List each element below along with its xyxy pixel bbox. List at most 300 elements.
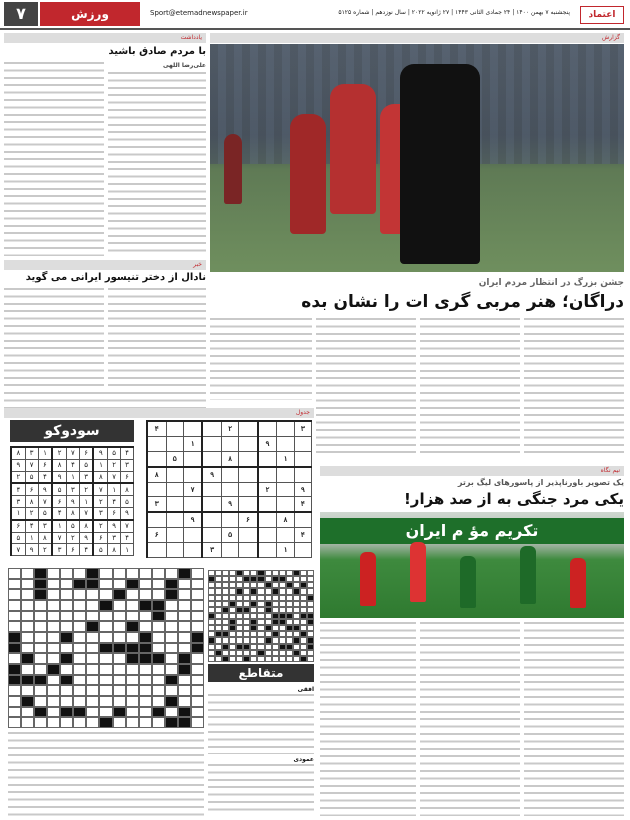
sudoku-cell bbox=[202, 497, 221, 513]
sudoku-cell bbox=[166, 421, 183, 437]
crossword-cell bbox=[165, 632, 178, 643]
sudoku-cell: ۶ bbox=[93, 532, 107, 544]
sudoku-cell: ۴ bbox=[11, 483, 25, 495]
sudoku-cell: ۳ bbox=[294, 421, 311, 437]
sudoku-cell: ۷ bbox=[38, 496, 52, 508]
crossword-cell bbox=[113, 675, 126, 686]
crossword-cell bbox=[165, 675, 178, 686]
top-story-column-3 bbox=[316, 318, 416, 458]
crossword-cell bbox=[47, 589, 60, 600]
crossword-cell bbox=[34, 707, 47, 718]
crossword-cell bbox=[165, 717, 178, 728]
crossword-cell bbox=[8, 579, 21, 590]
sudoku-cell bbox=[277, 528, 294, 543]
crossword-cell bbox=[8, 717, 21, 728]
crossword-cell bbox=[178, 685, 191, 696]
sudoku-cell: ۴ bbox=[147, 421, 166, 437]
sudoku-cell bbox=[221, 512, 238, 528]
sudoku-cell: ۶ bbox=[121, 471, 134, 483]
sudoku-cell: ۳ bbox=[25, 447, 38, 459]
top-story-column-1 bbox=[524, 318, 624, 458]
sudoku-cell bbox=[147, 512, 166, 528]
crossword-cell bbox=[34, 675, 47, 686]
sudoku-cell bbox=[183, 451, 202, 467]
player-figure bbox=[520, 546, 536, 604]
crossword-cell bbox=[178, 611, 191, 622]
news-column-left bbox=[4, 288, 104, 388]
crossword-cell bbox=[73, 675, 86, 686]
sudoku-cell: ۱ bbox=[25, 532, 38, 544]
crossword-cell bbox=[152, 579, 165, 590]
top-story-kicker: گزارش bbox=[210, 33, 624, 43]
sudoku-cell: ۷ bbox=[121, 520, 134, 532]
top-story-subhead: جشن بزرگ در انتظار مردم ایران bbox=[478, 278, 624, 288]
crossword-cell bbox=[113, 621, 126, 632]
sudoku-cell bbox=[221, 467, 238, 483]
crossword-cell bbox=[215, 656, 222, 662]
crossword-cell bbox=[47, 621, 60, 632]
sudoku-cell bbox=[202, 451, 221, 467]
crossword-cell bbox=[139, 696, 152, 707]
puzzles-kicker: جدول bbox=[4, 408, 314, 418]
sudoku-cell bbox=[147, 437, 166, 452]
crossword-cell bbox=[86, 600, 99, 611]
crossword-cell bbox=[73, 579, 86, 590]
crossword-cell bbox=[21, 579, 34, 590]
crossword-cell bbox=[152, 664, 165, 675]
crossword-cell bbox=[8, 685, 21, 696]
crossword-cell bbox=[208, 656, 215, 662]
crossword-cell bbox=[152, 717, 165, 728]
crossword-cell bbox=[47, 685, 60, 696]
crossword-cell bbox=[86, 664, 99, 675]
crossword-solution-grid bbox=[208, 570, 314, 662]
top-story-column-2 bbox=[420, 318, 520, 458]
crossword-cell bbox=[99, 632, 112, 643]
crossword-cell bbox=[34, 643, 47, 654]
sudoku-title: سودوکو bbox=[10, 420, 134, 442]
player-figure bbox=[570, 558, 586, 608]
crossword-cell bbox=[126, 664, 139, 675]
crossword-cell bbox=[8, 632, 21, 643]
crossword-cell bbox=[47, 717, 60, 728]
player-figure bbox=[410, 542, 426, 602]
sudoku-cell: ۷ bbox=[11, 544, 25, 556]
crossword-cell bbox=[99, 589, 112, 600]
crossword-cell bbox=[73, 696, 86, 707]
stadium-banner: تکریم مؤ م ایران bbox=[320, 518, 624, 544]
sudoku-cell: ۴ bbox=[38, 471, 52, 483]
crossword-cell bbox=[126, 589, 139, 600]
crossword-cell bbox=[34, 632, 47, 643]
sudoku-cell: ۹ bbox=[258, 437, 277, 452]
sudoku-cell: ۳ bbox=[38, 520, 52, 532]
crossword-cell bbox=[165, 579, 178, 590]
crossword-cell bbox=[73, 707, 86, 718]
sudoku-cell bbox=[221, 543, 238, 558]
note-author: علی‌رضا اللهی bbox=[162, 62, 206, 69]
sudoku-cell: ۵ bbox=[25, 471, 38, 483]
sudoku-cell: ۶ bbox=[11, 520, 25, 532]
crossword-cell bbox=[86, 675, 99, 686]
sudoku-cell: ۱ bbox=[108, 483, 121, 495]
crossword-cell bbox=[47, 696, 60, 707]
player-figure bbox=[290, 114, 326, 234]
crossword-cell bbox=[191, 643, 204, 654]
crossword-cell bbox=[60, 675, 73, 686]
crossword-cell bbox=[21, 653, 34, 664]
crossword-cell bbox=[113, 632, 126, 643]
bottom-story-column-3 bbox=[320, 622, 416, 816]
news-title: نادال از دختر تنیسور ایرانی می گوید bbox=[25, 272, 206, 283]
sudoku-cell: ۲ bbox=[93, 496, 107, 508]
sudoku-cell: ۸ bbox=[66, 507, 79, 519]
crossword-cell bbox=[8, 675, 21, 686]
crossword-cell bbox=[139, 707, 152, 718]
crossword-cell bbox=[272, 656, 279, 662]
crossword-cell bbox=[191, 675, 204, 686]
crossword-cell bbox=[165, 696, 178, 707]
page-number: ۷ bbox=[4, 2, 38, 26]
sudoku-cell bbox=[258, 497, 277, 513]
sudoku-cell bbox=[239, 497, 258, 513]
crossword-cell bbox=[47, 707, 60, 718]
sudoku-cell bbox=[166, 467, 183, 483]
sudoku-cell: ۱ bbox=[66, 471, 79, 483]
crossword-cell bbox=[99, 717, 112, 728]
crossword-cell bbox=[126, 696, 139, 707]
crossword-cell bbox=[126, 621, 139, 632]
crossword-cell bbox=[126, 643, 139, 654]
sudoku-cell: ۳ bbox=[147, 497, 166, 513]
sudoku-cell: ۵ bbox=[221, 528, 238, 543]
sudoku-cell: ۷ bbox=[52, 532, 66, 544]
crossword-cell bbox=[47, 579, 60, 590]
crossword-cell bbox=[250, 656, 257, 662]
sudoku-cell: ۲ bbox=[11, 471, 25, 483]
crossword-cell bbox=[229, 656, 236, 662]
crossword-cell bbox=[300, 656, 307, 662]
crossword-cell bbox=[152, 643, 165, 654]
crossword-cell bbox=[34, 653, 47, 664]
crossword-cell bbox=[99, 611, 112, 622]
crossword-cell bbox=[152, 653, 165, 664]
player-figure bbox=[330, 84, 376, 214]
crossword-cell bbox=[191, 611, 204, 622]
sudoku-cell bbox=[166, 543, 183, 558]
crossword-cell bbox=[8, 696, 21, 707]
sudoku-cell: ۹ bbox=[66, 496, 79, 508]
sudoku-cell: ۷ bbox=[66, 447, 79, 459]
sudoku-cell bbox=[239, 543, 258, 558]
crossword-cell bbox=[60, 589, 73, 600]
crossword-cell bbox=[126, 707, 139, 718]
crossword-cell bbox=[47, 568, 60, 579]
sudoku-cell bbox=[183, 528, 202, 543]
sudoku-cell bbox=[294, 451, 311, 467]
crossword-cell bbox=[21, 664, 34, 675]
crossword-cell bbox=[178, 707, 191, 718]
crossword-cell bbox=[126, 632, 139, 643]
sudoku-cell: ۳ bbox=[66, 483, 79, 495]
crossword-cell bbox=[139, 643, 152, 654]
crossword-cell bbox=[113, 664, 126, 675]
sudoku-cell: ۲ bbox=[25, 507, 38, 519]
sudoku-cell bbox=[221, 482, 238, 497]
crossword-cell bbox=[99, 579, 112, 590]
sudoku-cell bbox=[239, 421, 258, 437]
sudoku-cell: ۳ bbox=[108, 532, 121, 544]
sudoku-cell: ۹ bbox=[93, 447, 107, 459]
crossword-cell bbox=[21, 589, 34, 600]
sudoku-cell bbox=[258, 451, 277, 467]
crossword-cell bbox=[113, 568, 126, 579]
crossword-cell bbox=[279, 656, 286, 662]
crossword-cell bbox=[222, 656, 229, 662]
note-column-left bbox=[4, 62, 104, 256]
player-figure bbox=[460, 556, 476, 608]
crossword-cell bbox=[265, 656, 272, 662]
sudoku-cell: ۹ bbox=[221, 497, 238, 513]
crossword-cell bbox=[47, 632, 60, 643]
crossword-cell bbox=[86, 611, 99, 622]
news-column-right bbox=[108, 288, 206, 388]
crossword-cell bbox=[21, 717, 34, 728]
crossword-cell bbox=[60, 685, 73, 696]
crossword-cell bbox=[60, 621, 73, 632]
crossword-cell bbox=[152, 675, 165, 686]
sudoku-cell bbox=[239, 467, 258, 483]
crossword-cell bbox=[236, 656, 243, 662]
sudoku-cell: ۸ bbox=[79, 520, 93, 532]
crossword-cell bbox=[86, 707, 99, 718]
sudoku-cell: ۲ bbox=[221, 421, 238, 437]
sudoku-cell: ۸ bbox=[147, 467, 166, 483]
crossword-cell bbox=[34, 611, 47, 622]
crossword-cell bbox=[178, 621, 191, 632]
sudoku-cell: ۸ bbox=[52, 459, 66, 471]
crossword-cell bbox=[152, 568, 165, 579]
note-kicker: یادداشت bbox=[4, 33, 206, 43]
crossword-cell bbox=[8, 664, 21, 675]
crossword-cell bbox=[191, 685, 204, 696]
sudoku-cell: ۹ bbox=[11, 459, 25, 471]
crossword-grid bbox=[8, 568, 204, 728]
sudoku-cell bbox=[183, 421, 202, 437]
crossword-cell bbox=[178, 600, 191, 611]
crossword-cell bbox=[139, 568, 152, 579]
crossword-cell bbox=[139, 621, 152, 632]
crossword-cell bbox=[113, 600, 126, 611]
crossword-cell bbox=[139, 664, 152, 675]
crossword-cell bbox=[99, 653, 112, 664]
crossword-cell bbox=[8, 707, 21, 718]
crossword-cell bbox=[191, 696, 204, 707]
sudoku-cell: ۱ bbox=[52, 520, 66, 532]
news-kicker: خبر bbox=[4, 260, 206, 270]
sudoku-cell: ۴ bbox=[52, 507, 66, 519]
crossword-cell bbox=[73, 632, 86, 643]
sudoku-cell: ۵ bbox=[66, 520, 79, 532]
sudoku-cell: ۵ bbox=[79, 459, 93, 471]
sudoku-cell bbox=[277, 437, 294, 452]
crossword-cell bbox=[34, 568, 47, 579]
sudoku-cell: ۴ bbox=[79, 544, 93, 556]
crossword-cell bbox=[191, 707, 204, 718]
top-story-headline: دراگان؛ هنر مربی گری ات را نشان بده bbox=[301, 292, 624, 312]
crossword-cell bbox=[60, 611, 73, 622]
sudoku-cell bbox=[239, 528, 258, 543]
crossword-cell bbox=[8, 611, 21, 622]
crossword-cell bbox=[126, 675, 139, 686]
crossword-cell bbox=[165, 611, 178, 622]
crossword-cell bbox=[21, 685, 34, 696]
sudoku-cell bbox=[202, 528, 221, 543]
sudoku-cell bbox=[239, 451, 258, 467]
crossword-cell bbox=[8, 568, 21, 579]
sudoku-cell: ۵ bbox=[121, 496, 134, 508]
sudoku-cell bbox=[258, 543, 277, 558]
crossword-cell bbox=[152, 685, 165, 696]
sudoku-cell: ۳ bbox=[93, 507, 107, 519]
crossword-cell bbox=[178, 653, 191, 664]
crossword-cell bbox=[126, 568, 139, 579]
sudoku-cell: ۱ bbox=[79, 496, 93, 508]
crossword-cell bbox=[178, 643, 191, 654]
crossword-cell bbox=[191, 579, 204, 590]
crossword-cell bbox=[178, 717, 191, 728]
sudoku-cell: ۵ bbox=[108, 447, 121, 459]
sudoku-cell bbox=[202, 437, 221, 452]
crossword-cell bbox=[113, 589, 126, 600]
crossword-cell bbox=[126, 717, 139, 728]
crossword-cell bbox=[8, 589, 21, 600]
crossword-cell bbox=[21, 632, 34, 643]
crossword-cell bbox=[73, 685, 86, 696]
sudoku-cell: ۷ bbox=[183, 482, 202, 497]
sudoku-cell bbox=[277, 421, 294, 437]
crossword-cell bbox=[139, 632, 152, 643]
crossword-cell bbox=[99, 675, 112, 686]
sudoku-cell: ۱ bbox=[11, 507, 25, 519]
sudoku-cell bbox=[294, 467, 311, 483]
crossword-cell bbox=[152, 707, 165, 718]
crossword-cell bbox=[73, 643, 86, 654]
player-figure bbox=[224, 134, 242, 204]
crossword-cell bbox=[139, 589, 152, 600]
crossword-cell bbox=[73, 664, 86, 675]
crossword-cell bbox=[152, 589, 165, 600]
sudoku-cell bbox=[239, 482, 258, 497]
sudoku-cell: ۵ bbox=[52, 483, 66, 495]
crossword-cell bbox=[34, 696, 47, 707]
sudoku-cell bbox=[258, 421, 277, 437]
sudoku-cell bbox=[221, 437, 238, 452]
sudoku-cell: ۲ bbox=[38, 544, 52, 556]
crossword-cell bbox=[99, 696, 112, 707]
crossword-cell bbox=[191, 664, 204, 675]
bottom-story-kicker: نیم نگاه bbox=[320, 466, 624, 476]
sudoku-cell: ۶ bbox=[38, 459, 52, 471]
sudoku-cell bbox=[258, 528, 277, 543]
crossword-cell bbox=[165, 664, 178, 675]
crossword-cell bbox=[47, 643, 60, 654]
crossword-cell bbox=[21, 600, 34, 611]
crossword-cell bbox=[8, 653, 21, 664]
crossword-cell bbox=[21, 568, 34, 579]
crossword-cell bbox=[34, 600, 47, 611]
crossword-cell bbox=[126, 600, 139, 611]
sudoku-cell: ۴ bbox=[66, 459, 79, 471]
crossword-cell bbox=[178, 589, 191, 600]
crossword-cell bbox=[178, 632, 191, 643]
crossword-cell bbox=[113, 611, 126, 622]
sudoku-cell: ۸ bbox=[221, 451, 238, 467]
crossword-cell bbox=[60, 707, 73, 718]
section-email[interactable]: Sport@etemadnewspaper.ir bbox=[150, 9, 248, 17]
crossword-cell bbox=[113, 717, 126, 728]
sudoku-cell: ۸ bbox=[25, 496, 38, 508]
sudoku-cell: ۸ bbox=[121, 483, 134, 495]
sudoku-cell bbox=[202, 421, 221, 437]
crossword-cell bbox=[191, 568, 204, 579]
crossword-cell bbox=[165, 621, 178, 632]
crossword-cell bbox=[47, 611, 60, 622]
sudoku-cell: ۸ bbox=[38, 532, 52, 544]
sudoku-cell bbox=[239, 437, 258, 452]
crossword-cell bbox=[152, 696, 165, 707]
bottom-story-subhead: یک تصویر باورناپذیر از پاسورهای لیگ برتر bbox=[457, 478, 624, 487]
sudoku-cell bbox=[147, 543, 166, 558]
crossword-across-clues bbox=[208, 694, 314, 754]
sudoku-cell: ۳ bbox=[202, 543, 221, 558]
sudoku-cell bbox=[147, 482, 166, 497]
crossword-cell bbox=[165, 653, 178, 664]
crossword-cell bbox=[8, 643, 21, 654]
sudoku-cell: ۶ bbox=[52, 496, 66, 508]
sudoku-cell: ۶ bbox=[25, 483, 38, 495]
crossword-cell bbox=[165, 685, 178, 696]
crossword-cell bbox=[113, 653, 126, 664]
newspaper-logo: اعتماد bbox=[580, 6, 624, 24]
crossword-cell bbox=[139, 675, 152, 686]
crossword-cell bbox=[34, 579, 47, 590]
crossword-cell bbox=[34, 685, 47, 696]
crossword-cell bbox=[99, 621, 112, 632]
sudoku-cell bbox=[166, 528, 183, 543]
crossword-cell bbox=[152, 611, 165, 622]
crossword-cell bbox=[21, 643, 34, 654]
sudoku-cell: ۵ bbox=[11, 532, 25, 544]
sudoku-cell: ۹ bbox=[25, 544, 38, 556]
crossword-cell bbox=[139, 579, 152, 590]
crossword-cell bbox=[73, 611, 86, 622]
crossword-cell bbox=[86, 696, 99, 707]
bottom-story-headline: یکی مرد جنگی به از صد هزار! bbox=[403, 490, 624, 508]
crossword-title: متقاطع bbox=[208, 664, 314, 682]
sudoku-cell: ۶ bbox=[79, 447, 93, 459]
crossword-cell bbox=[34, 717, 47, 728]
crossword-cell bbox=[178, 675, 191, 686]
sudoku-cell: ۲ bbox=[108, 459, 121, 471]
sudoku-cell: ۴ bbox=[121, 532, 134, 544]
crossword-cell bbox=[8, 600, 21, 611]
crossword-extra-clues bbox=[8, 732, 204, 816]
sudoku-cell: ۱ bbox=[277, 543, 294, 558]
sudoku-cell bbox=[166, 497, 183, 513]
crossword-cell bbox=[86, 621, 99, 632]
crossword-cell bbox=[113, 643, 126, 654]
